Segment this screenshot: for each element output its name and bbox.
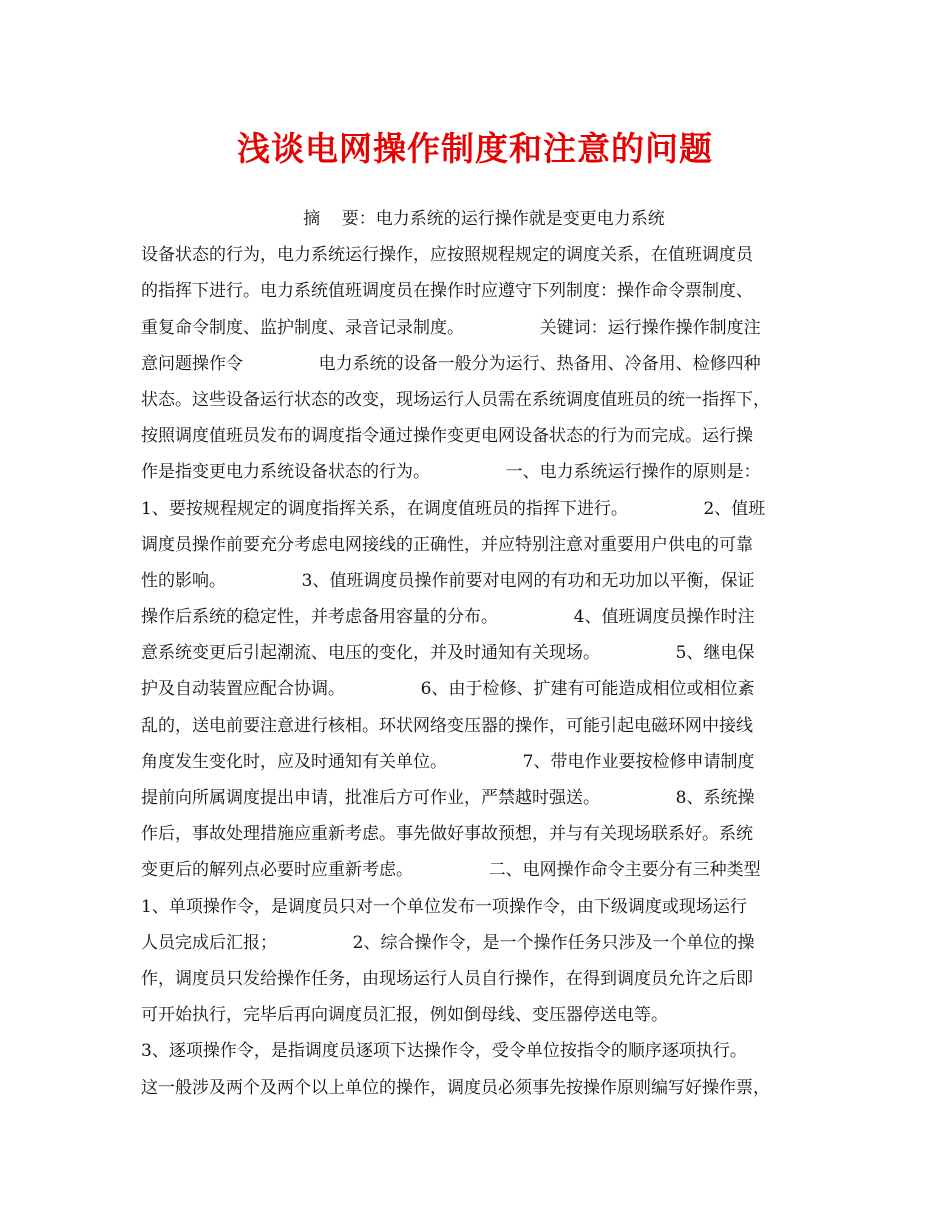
body-line: 角度发生变化时，应及时通知有关单位。 7、带电作业要按检修申请制度 (141, 751, 755, 772)
body-line: 意问题操作令 电力系统的设备一般分为运行、热备用、冷备用、检修四种 (141, 353, 761, 374)
body-line: 的指挥下进行。电力系统值班调度员在操作时应遵守下列制度：操作命令票制度、 (141, 281, 753, 302)
body-line: 可开始执行，完毕后再向调度员汇报，例如倒母线、变压器停送电等。 (141, 1005, 668, 1026)
body-line: 乱的，送电前要注意进行核相。环状网络变压器的操作，可能引起电磁环网中接线 (141, 715, 753, 736)
document-body (141, 201, 813, 1106)
body-line: 性的影响。 3、值班调度员操作前要对电网的有功和无功加以平衡，保证 (141, 570, 755, 591)
body-line: 这一般涉及两个及两个以上单位的操作，调度员必须事先按操作原则编写好操作票， (141, 1077, 770, 1098)
body-line: 作是指变更电力系统设备状态的行为。 一、电力系统运行操作的原则是： (141, 462, 761, 483)
body-line: 提前向所属调度提出申请，批准后方可作业，严禁越时强送。 8、系统操 (141, 788, 755, 808)
body-line: 操作后系统的稳定性，并考虑备用容量的分布。 4、值班调度员操作时注 (141, 607, 755, 628)
body-line: 护及自动装置应配合协调。 6、由于检修、扩建有可能造成相位或相位紊 (141, 679, 755, 700)
body-line: 变更后的解列点必要时应重新考虑。 二、电网操作命令主要分有三种类型 (141, 860, 761, 881)
document-title: 浅谈电网操作制度和注意的问题 (237, 129, 713, 168)
body-line: 作，调度员只发给操作任务，由现场运行人员自行操作，在得到调度员允许之后即 (141, 968, 753, 989)
body-line: 摘 要：电力系统的运行操作就是变更电力系统 (141, 209, 665, 229)
body-line: 1、单项操作令，是调度员只对一个单位发布一项操作令，由下级调度或现场运行 (141, 896, 747, 917)
body-line: 作后，事故处理措施应重新考虑。事先做好事故预想，并与有关现场联系好。系统 (141, 824, 753, 845)
body-line: 意系统变更后引起潮流、电压的变化，并及时通知有关现场。 5、继电保 (141, 643, 755, 664)
body-line: 人员完成后汇报； 2、综合操作令，是一个操作任务只涉及一个单位的操 (141, 932, 755, 953)
body-line: 设备状态的行为，电力系统运行操作，应按照规程规定的调度关系，在值班调度员 (141, 245, 753, 266)
body-line: 重复命令制度、监护制度、录音记录制度。 关键词：运行操作操作制度注 (141, 317, 761, 338)
body-line: 1、要按规程规定的调度指挥关系，在调度值班员的指挥下进行。 2、值班 (141, 498, 766, 519)
body-line: 3、逐项操作令，是指调度员逐项下达操作令，受令单位按指令的顺序逐项执行。 (141, 1041, 747, 1062)
body-line: 按照调度值班员发布的调度指令通过操作变更电网设备状态的行为而完成。运行操 (141, 426, 753, 447)
body-line: 调度员操作前要充分考虑电网接线的正确性，并应特别注意对重要用户供电的可靠 (141, 534, 753, 555)
body-line: 状态。这些设备运行状态的改变，现场运行人员需在系统调度值班员的统一指挥下， (141, 389, 770, 410)
